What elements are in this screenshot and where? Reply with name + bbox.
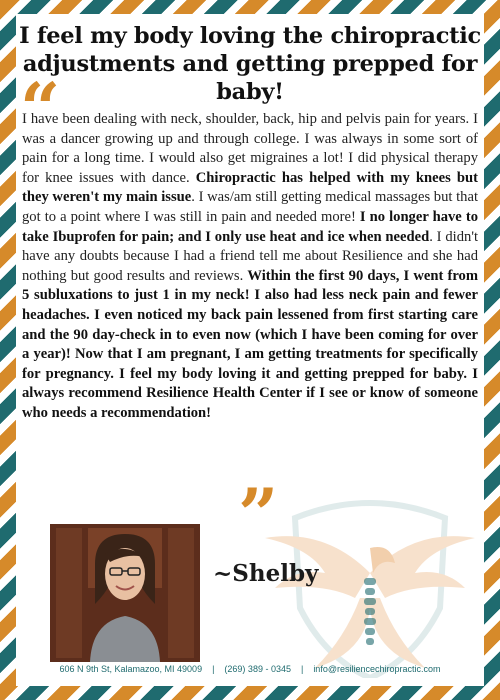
testimonial-segment: . I didn't have any doubts because I had a friend tell me about Resilience and she had nothing but good results and reviews.	[22, 228, 479, 284]
footer-email: info@resiliencechiropractic.com	[313, 664, 441, 674]
close-quote-icon: ”	[238, 473, 279, 556]
testimonial-highlight: I no longer have to take Ibuprofen for pain; and I only use heat and ice when needed	[22, 208, 478, 245]
phoenix-wing-right	[370, 536, 475, 598]
footer-address: 606 N 9th St, Kalamazoo, MI 49009	[59, 664, 203, 674]
testimonial-segment: . I was/am still getting medical massages but that got to a point where I was still in pain and needed more!	[22, 189, 478, 225]
testimonial-segment: I have been dealing with neck, shoulder, back, hip and pelvis pain for years. I was a dancer growing up and through college. I was always in some sort of pain for a long time. I would also get migraines a lot! I did physical therapy for knee issues with dance.	[22, 111, 478, 186]
footer-separator: |	[300, 664, 304, 674]
contact-footer	[16, 664, 484, 674]
footer-phone: (269) 389 - 0345	[224, 664, 291, 674]
testimonial-text	[22, 110, 478, 424]
testimonial-highlight: Chiropractic has helped with my knees but they weren't my main issue	[22, 169, 478, 206]
page-title: I feel my body loving the chiropractic adjustments and getting prepped for baby!	[19, 23, 481, 105]
signature: ~Shelby	[213, 560, 319, 587]
spine-icon	[364, 578, 376, 645]
footer-separator: |	[212, 664, 215, 674]
testimonial-highlight: Within the first 90 days, I went from 5 subluxations to just 1 in my neck! I also had less neck pain and fewer headaches. I even noticed my back pain lessened from first starting care and the 90 day-check in to even now (which I have been coming for over a year)! Now that I am pregnant, I am getting treatments for specifically for pregnancy. I feel my body loving it and getting prepped for baby. I always recommend Resilience Health Center if I see or know of someone who needs a recommendation!	[22, 267, 478, 421]
open-quote-icon: “	[20, 67, 61, 150]
client-portrait-photo	[50, 524, 200, 662]
